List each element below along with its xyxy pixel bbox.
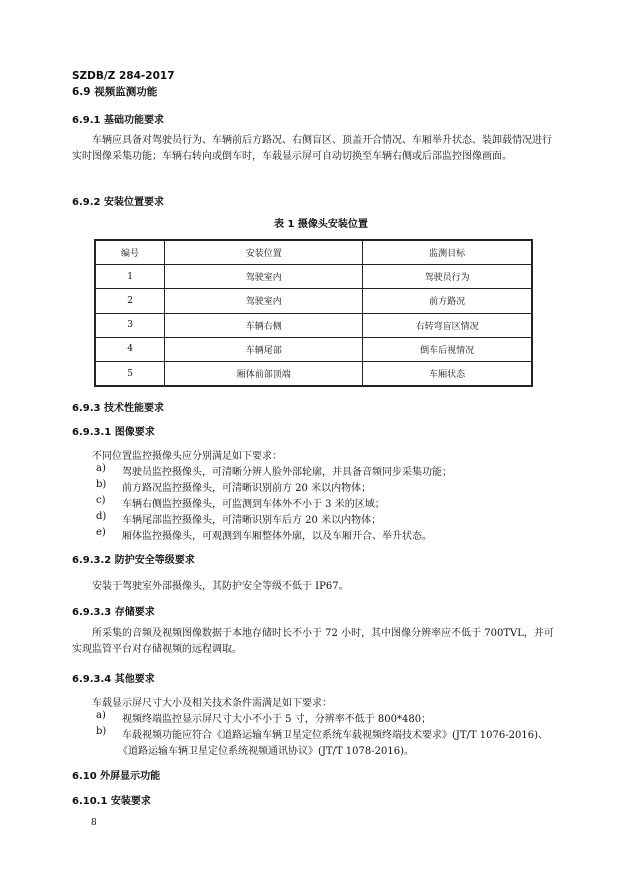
table-cell: 3 xyxy=(95,313,165,337)
table-caption: 表 1 摄像头安装位置 xyxy=(274,219,368,230)
table-cell: 前方路况 xyxy=(363,289,532,313)
page-number: 8 xyxy=(91,818,97,828)
list-marker: c) xyxy=(96,495,106,506)
table-header-cell: 监测目标 xyxy=(363,240,532,265)
table-cell: 车厢状态 xyxy=(363,361,532,386)
list-text: 视频终端监控显示屏尺寸大小不小于 5 寸，分辨率不低于 800*480； xyxy=(122,714,432,725)
section-heading-6-9-1: 6.9.1 基础功能要求 xyxy=(72,115,164,126)
paragraph-6-9-1: 车辆应具备对驾驶员行为、车辆前后方路况、右侧盲区、顶盖开合情况、车厢举升状态、装卸载情况进行实时图像采集功能；车辆右转向或倒车时，车载显示屏可自动切换至车辆右侧或后部监控图像画面。 xyxy=(72,135,552,162)
table-cell: 车辆尾部 xyxy=(165,337,363,361)
table-header-cell: 编号 xyxy=(95,240,165,265)
list-marker: a) xyxy=(96,463,106,474)
camera-install-table xyxy=(94,239,533,387)
paragraph-6-9-3-3: 所采集的音频及视频图像数据于本地存储时长不小于 72 小时，其中图像分辨率应不低于 700TVL，并可实现监管平台对存储视频的远程调取。 xyxy=(72,628,554,655)
list-marker: d) xyxy=(96,511,107,522)
list-text: 前方路况监控摄像头，可清晰识别前方 20 米以内物体； xyxy=(122,483,372,494)
paragraph-6-9-3-1-intro: 不同位置监控摄像头应分别满足如下要求： xyxy=(92,451,282,462)
section-heading-6-9-3-3: 6.9.3.3 存储要求 xyxy=(72,607,155,618)
table-cell: 2 xyxy=(95,289,165,313)
table-cell: 驾驶室内 xyxy=(165,289,363,313)
list-text: 厢体监控摄像头，可观测到车厢整体外廓，以及车厢开合、举升状态。 xyxy=(122,531,432,542)
list-marker: b) xyxy=(96,726,107,737)
table-row xyxy=(95,313,532,337)
list-text: 车辆尾部监控摄像头，可清晰识别车后方 20 米以内物体； xyxy=(122,515,382,526)
list-text: 驾驶员监控摄像头，可清晰分辨人脸外部轮廓，并具备音频同步采集功能； xyxy=(122,467,452,478)
list-marker: b) xyxy=(96,479,107,490)
section-heading-6-9-2: 6.9.2 安装位置要求 xyxy=(72,197,164,208)
list-text: 车载视频功能应符合《道路运输车辆卫星定位系统车载视频终端技术要求》(JT/T 1076-2016)、 xyxy=(122,730,548,741)
table-cell: 倒车后视情况 xyxy=(363,337,532,361)
list-marker: a) xyxy=(96,710,106,721)
table-cell: 右转弯盲区情况 xyxy=(363,313,532,337)
table-row xyxy=(95,289,532,313)
table-cell: 车辆右侧 xyxy=(165,313,363,337)
section-heading-6-9-3: 6.9.3 技术性能要求 xyxy=(72,403,164,414)
table-row xyxy=(95,337,532,361)
section-heading-6-10: 6.10 外屏显示功能 xyxy=(72,771,161,782)
table-cell: 4 xyxy=(95,337,165,361)
table-cell: 驾驶员行为 xyxy=(363,265,532,289)
table-header-cell: 安装位置 xyxy=(165,240,363,265)
table-cell: 厢体前部顶端 xyxy=(165,361,363,386)
paragraph-6-9-3-4-intro: 车载显示屏尺寸大小及相关技术条件需满足如下要求： xyxy=(92,698,332,709)
table-row xyxy=(95,361,532,386)
section-heading-6-9-3-4: 6.9.3.4 其他要求 xyxy=(72,674,155,685)
doc-code: SZDB/Z 284-2017 xyxy=(72,70,175,82)
table-cell: 1 xyxy=(95,265,165,289)
list-text: 车辆右侧监控摄像头，可监测到车体外不小于 3 米的区域； xyxy=(122,499,385,510)
table-row xyxy=(95,265,532,289)
list-item-continuation: 《道路运输车辆卫星定位系统视频通讯协议》(JT/T 1078-2016)。 xyxy=(118,746,414,757)
table-header-row xyxy=(95,240,532,265)
table-cell: 驾驶室内 xyxy=(165,265,363,289)
section-heading-6-9: 6.9 视频监测功能 xyxy=(72,86,158,98)
section-heading-6-9-3-2: 6.9.3.2 防护安全等级要求 xyxy=(72,555,195,566)
section-heading-6-9-3-1: 6.9.3.1 图像要求 xyxy=(72,427,155,438)
list-marker: e) xyxy=(96,527,106,538)
paragraph-6-9-3-2: 安装于驾驶室外部摄像头，其防护安全等级不低于 IP67。 xyxy=(92,581,349,592)
table-cell: 5 xyxy=(95,361,165,386)
section-heading-6-10-1: 6.10.1 安装要求 xyxy=(72,796,151,807)
